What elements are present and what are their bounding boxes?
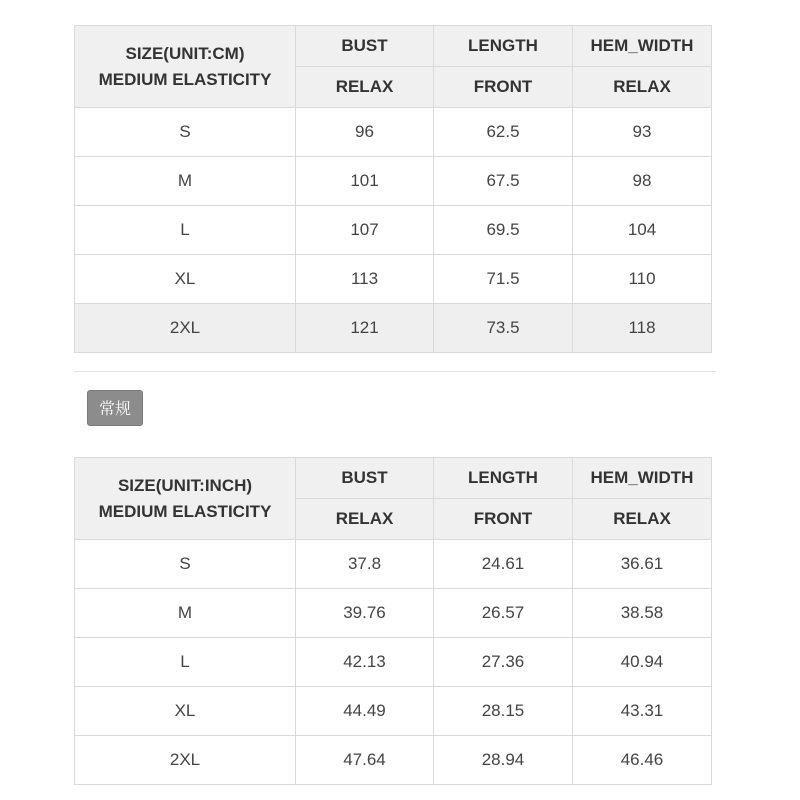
hem-width-cell: 46.46 xyxy=(573,736,712,785)
length-cell: 24.61 xyxy=(434,540,573,589)
bust-cell: 47.64 xyxy=(296,736,434,785)
size-cell: 2XL xyxy=(75,736,296,785)
bust-cell: 37.8 xyxy=(296,540,434,589)
length-cell: 62.5 xyxy=(434,108,573,157)
size-cell: S xyxy=(75,540,296,589)
length-cell: 27.36 xyxy=(434,638,573,687)
column-subheader-hem-width: RELAX xyxy=(573,499,712,540)
hem-width-cell: 36.61 xyxy=(573,540,712,589)
table-row xyxy=(75,589,712,638)
size-cell: S xyxy=(75,108,296,157)
length-cell: 73.5 xyxy=(434,304,573,353)
corner-elasticity-label: MEDIUM ELASTICITY xyxy=(98,69,272,89)
table-corner-header xyxy=(75,26,296,108)
column-subheader-hem-width: RELAX xyxy=(573,67,712,108)
regular-tag-button[interactable]: 常规 xyxy=(87,390,143,426)
table-header-row xyxy=(75,26,712,67)
table-row xyxy=(75,108,712,157)
hem-width-cell: 118 xyxy=(573,304,712,353)
bust-cell: 39.76 xyxy=(296,589,434,638)
size-cell: M xyxy=(75,589,296,638)
bust-cell: 42.13 xyxy=(296,638,434,687)
corner-unit-label: SIZE(UNIT:INCH) xyxy=(117,475,253,495)
size-cell: L xyxy=(75,638,296,687)
column-header-length: LENGTH xyxy=(434,458,573,499)
column-subheader-length: FRONT xyxy=(434,67,573,108)
corner-unit-label: SIZE(UNIT:CM) xyxy=(125,43,245,63)
size-cell: 2XL xyxy=(75,304,296,353)
size-cell: L xyxy=(75,206,296,255)
table-corner-header xyxy=(75,458,296,540)
size-cell: M xyxy=(75,157,296,206)
length-cell: 67.5 xyxy=(434,157,573,206)
hem-width-cell: 93 xyxy=(573,108,712,157)
table-row xyxy=(75,687,712,736)
hem-width-cell: 40.94 xyxy=(573,638,712,687)
table-row xyxy=(75,255,712,304)
size-table-cm xyxy=(74,25,712,353)
bust-cell: 121 xyxy=(296,304,434,353)
table-row xyxy=(75,540,712,589)
column-header-bust: BUST xyxy=(296,26,434,67)
table-header-row xyxy=(75,458,712,499)
section-divider xyxy=(74,371,716,372)
length-cell: 28.94 xyxy=(434,736,573,785)
table-row xyxy=(75,736,712,785)
table-row xyxy=(75,206,712,255)
size-cell: XL xyxy=(75,687,296,736)
bust-cell: 101 xyxy=(296,157,434,206)
column-header-hem-width: HEM_WIDTH xyxy=(573,26,712,67)
column-header-length: LENGTH xyxy=(434,26,573,67)
hem-width-cell: 43.31 xyxy=(573,687,712,736)
size-table-inch xyxy=(74,457,712,785)
column-header-hem-width: HEM_WIDTH xyxy=(573,458,712,499)
table-row xyxy=(75,304,712,353)
hem-width-cell: 38.58 xyxy=(573,589,712,638)
hem-width-cell: 98 xyxy=(573,157,712,206)
hem-width-cell: 110 xyxy=(573,255,712,304)
table-row xyxy=(75,157,712,206)
column-header-bust: BUST xyxy=(296,458,434,499)
bust-cell: 96 xyxy=(296,108,434,157)
bust-cell: 113 xyxy=(296,255,434,304)
corner-elasticity-label: MEDIUM ELASTICITY xyxy=(98,501,272,521)
column-subheader-length: FRONT xyxy=(434,499,573,540)
length-cell: 28.15 xyxy=(434,687,573,736)
bust-cell: 44.49 xyxy=(296,687,434,736)
length-cell: 26.57 xyxy=(434,589,573,638)
column-subheader-bust: RELAX xyxy=(296,67,434,108)
table-row xyxy=(75,638,712,687)
size-cell: XL xyxy=(75,255,296,304)
bust-cell: 107 xyxy=(296,206,434,255)
column-subheader-bust: RELAX xyxy=(296,499,434,540)
length-cell: 71.5 xyxy=(434,255,573,304)
hem-width-cell: 104 xyxy=(573,206,712,255)
length-cell: 69.5 xyxy=(434,206,573,255)
